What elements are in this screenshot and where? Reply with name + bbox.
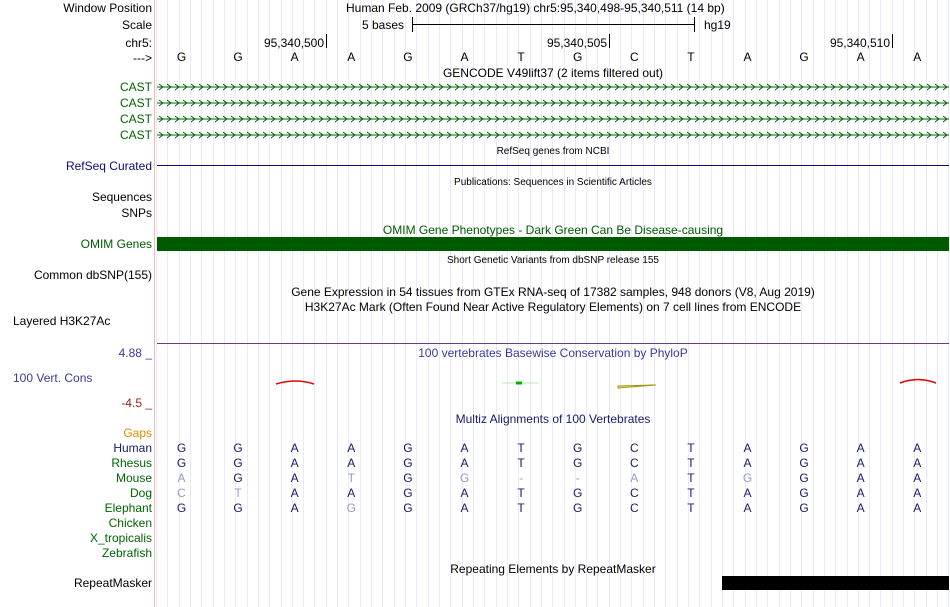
aligned-base: T [517, 441, 525, 455]
reference-base: A [743, 50, 752, 64]
aligned-base: A [460, 456, 469, 470]
aligned-base: G [799, 501, 809, 515]
h3k27ac-baseline [157, 343, 949, 344]
reference-base: G [176, 50, 187, 64]
aligned-base: T [347, 471, 355, 485]
scale-bar-right-tick [694, 17, 695, 32]
aligned-base: G [573, 501, 583, 515]
gencode-transcript-strand[interactable] [157, 98, 949, 108]
repeatmasker-track-title: Repeating Elements by RepeatMasker [450, 562, 656, 576]
species-label[interactable]: Human [113, 441, 152, 455]
aligned-base: A [630, 471, 639, 485]
aligned-base: G [403, 486, 413, 500]
aligned-base: G [233, 456, 243, 470]
gencode-transcript-label[interactable]: CAST [119, 128, 152, 142]
reference-base: G [799, 50, 809, 64]
aligned-base: T [687, 471, 695, 485]
aligned-base: G [233, 441, 243, 455]
species-label[interactable]: Zebrafish [101, 546, 152, 560]
position-tick-2 [609, 34, 610, 48]
aligned-base: G [403, 501, 413, 515]
aligned-base: G [742, 471, 753, 485]
reference-base: C [629, 50, 639, 64]
omim-track-title: OMIM Gene Phenotypes - Dark Green Can Be Disease-causing [382, 223, 724, 237]
aligned-base: A [347, 486, 356, 500]
aligned-base: G [459, 471, 470, 485]
window-position-label: Window Position [63, 1, 152, 15]
aligned-base: G [176, 456, 187, 470]
aligned-base: A [913, 441, 922, 455]
aligned-base: G [233, 471, 243, 485]
species-label[interactable]: Mouse [115, 471, 152, 485]
position-tick-3 [892, 34, 893, 48]
aligned-base: G [346, 501, 356, 515]
conservation-min-label: -4.5 _ [121, 396, 152, 410]
reference-base: A [290, 50, 299, 64]
aligned-base: G [176, 501, 187, 515]
reference-base: G [573, 50, 583, 64]
aligned-base: A [290, 456, 299, 470]
gtex-track-title: Gene Expression in 54 tissues from GTEx RNA-seq of 17382 samples, 948 donors (V8, Aug 2019) [291, 285, 815, 299]
reference-base: A [856, 50, 865, 64]
refseq-line[interactable] [157, 165, 949, 166]
refseq-track-title: RefSeq genes from NCBI [496, 146, 610, 157]
gaps-label: Gaps [123, 426, 152, 440]
strand-label: ---> [133, 51, 152, 65]
aligned-base: A [460, 441, 469, 455]
aligned-base: T [517, 456, 525, 470]
aligned-base: C [629, 441, 639, 455]
aligned-base: T [517, 486, 525, 500]
aligned-base: A [290, 501, 299, 515]
aligned-base: A [856, 456, 865, 470]
aligned-base: A [743, 456, 752, 470]
aligned-base: A [913, 471, 922, 485]
aligned-base: T [687, 456, 695, 470]
window-position-value[interactable]: Human Feb. 2009 (GRCh37/hg19) chr5:95,340,498-95,340,511 (14 bp) [346, 1, 725, 15]
aligned-base: A [177, 471, 186, 485]
reference-base: G [233, 50, 243, 64]
repeatmasker-label[interactable]: RepeatMasker [73, 576, 152, 590]
aligned-base: - [519, 471, 524, 485]
aligned-base: A [347, 441, 356, 455]
gencode-transcript-strand[interactable] [157, 114, 949, 124]
aligned-base: G [573, 486, 583, 500]
scale-bar [412, 24, 694, 25]
species-label[interactable]: X_tropicalis [89, 531, 152, 545]
conservation-dip [618, 385, 656, 388]
image-left-border [154, 0, 155, 607]
conservation-label[interactable]: 100 Vert. Cons [13, 371, 93, 385]
conservation-peak-left [276, 381, 314, 384]
gencode-track-title: GENCODE V49lift37 (2 items filtered out) [442, 66, 664, 80]
chrom-label: chr5: [125, 36, 152, 50]
aligned-base: A [290, 486, 299, 500]
aligned-base: C [629, 456, 639, 470]
aligned-base: A [913, 501, 922, 515]
aligned-base: A [856, 471, 865, 485]
conservation-plot[interactable] [156, 370, 950, 394]
dbsnp-track-title: Short Genetic Variants from dbSNP release 155 [447, 255, 659, 266]
aligned-base: A [290, 471, 299, 485]
aligned-base: G [799, 456, 809, 470]
reference-base: A [347, 50, 356, 64]
aligned-base: - [575, 471, 580, 485]
repeatmasker-element[interactable] [722, 576, 949, 590]
aligned-base: G [403, 471, 413, 485]
h3k27ac-label[interactable]: Layered H3K27Ac [13, 314, 111, 328]
aligned-base: G [573, 456, 583, 470]
conservation-track-title: 100 vertebrates Basewise Conservation by PhyloP [418, 346, 688, 360]
publications-label[interactable]: Sequences [91, 190, 152, 204]
aligned-base: A [290, 441, 299, 455]
aligned-base: G [403, 456, 413, 470]
aligned-base: G [233, 501, 243, 515]
aligned-base: A [743, 501, 752, 515]
gencode-transcript-label[interactable]: CAST [119, 112, 152, 126]
aligned-base: G [799, 441, 809, 455]
scale-assembly: hg19 [704, 18, 731, 32]
aligned-base: T [517, 501, 525, 515]
aligned-base: G [176, 441, 187, 455]
position-label-3: 95,340,510 [829, 36, 890, 50]
position-tick-1 [326, 34, 327, 48]
reference-base: T [517, 50, 525, 64]
aligned-base: A [856, 486, 865, 500]
conservation-max-label: 4.88 _ [118, 346, 152, 360]
aligned-base: T [687, 441, 695, 455]
aligned-base: G [403, 441, 413, 455]
refseq-label[interactable]: RefSeq Curated [65, 159, 152, 173]
aligned-base: C [177, 486, 186, 500]
scale-bar-left-tick [412, 17, 413, 32]
reference-base: A [460, 50, 469, 64]
reference-base: A [913, 50, 922, 64]
aligned-base: T [687, 501, 695, 515]
reference-base: T [687, 50, 695, 64]
publications-track-title: Publications: Sequences in Scientific Articles [454, 177, 652, 188]
aligned-base: A [347, 456, 356, 470]
aligned-base: A [913, 486, 922, 500]
scale-value: 5 bases [362, 18, 405, 32]
aligned-base: A [913, 456, 922, 470]
aligned-base: T [687, 486, 695, 500]
aligned-base: G [573, 441, 583, 455]
aligned-base: C [629, 486, 639, 500]
aligned-base: A [856, 441, 865, 455]
aligned-base: A [460, 486, 469, 500]
h3k27ac-track-title: H3K27Ac Mark (Often Found Near Active Regulatory Elements) on 7 cell lines from ENCODE [304, 300, 802, 314]
aligned-base: T [234, 486, 242, 500]
omim-gene-bar[interactable] [157, 237, 949, 251]
gencode-transcript-label[interactable]: CAST [119, 80, 152, 94]
species-label[interactable]: Rhesus [111, 456, 152, 470]
aligned-base: A [743, 486, 752, 500]
species-label[interactable]: Chicken [108, 516, 152, 530]
dbsnp-label[interactable]: Common dbSNP(155) [33, 268, 152, 282]
gencode-transcript-strand[interactable] [157, 82, 949, 92]
species-label[interactable]: Elephant [104, 501, 152, 515]
gencode-transcript-label[interactable]: CAST [119, 96, 152, 110]
reference-base: G [403, 50, 413, 64]
position-label-2: 95,340,505 [546, 36, 607, 50]
aligned-base: G [799, 486, 809, 500]
conservation-peak-right [900, 380, 936, 384]
aligned-base: G [799, 471, 809, 485]
species-label[interactable]: Dog [129, 486, 152, 500]
aligned-base: A [856, 501, 865, 515]
aligned-base: C [629, 501, 639, 515]
aligned-base: A [743, 441, 752, 455]
multiz-track-title: Multiz Alignments of 100 Vertebrates [455, 412, 651, 426]
omim-label[interactable]: OMIM Genes [80, 237, 152, 251]
aligned-base: A [460, 501, 469, 515]
gencode-transcript-strand[interactable] [157, 130, 949, 140]
position-label-1: 95,340,500 [263, 36, 324, 50]
snps-label[interactable]: SNPs [121, 206, 152, 220]
scale-label: Scale [121, 18, 152, 32]
